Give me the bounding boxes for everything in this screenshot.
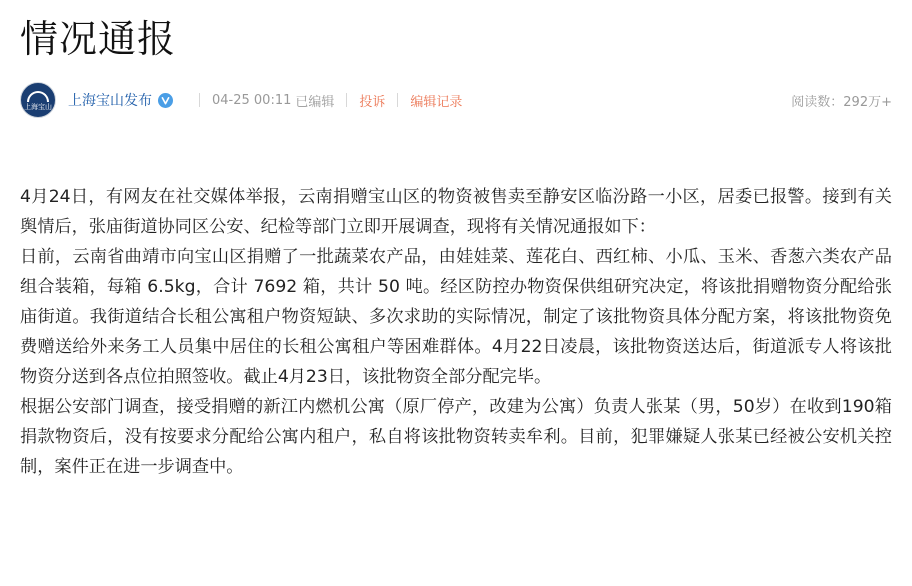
article-body	[20, 182, 892, 482]
verified-icon	[158, 93, 173, 108]
divider	[199, 93, 200, 107]
complaint-link[interactable]: 投诉	[359, 94, 386, 110]
article-title: 情况通报	[20, 17, 177, 61]
avatar-logo-arc	[27, 91, 49, 102]
paragraph-intro: 4月24日，有网友在社交媒体举报，云南捐赠宝山区的物资被售卖至静安区临汾路一小区，居委已报警。接到有关舆情后，张庙街道协同区公安、纪检等部门立即开展调查，现将有关情况通报如下：	[20, 187, 892, 237]
edit-status: 已编辑	[295, 94, 335, 110]
read-count-value: 292万+	[843, 94, 892, 110]
paragraph-donation: 日前，云南省曲靖市向宝山区捐赠了一批蔬菜农产品，由娃娃菜、莲花白、西红柿、小瓜、玉米、香葱六类农产品组合装箱，每箱 6.5kg，合计 7692 箱，共计 50 吨。经区防控办物资保供组研究决定，将该批捐赠物资分配给张庙街道。我街道结合长租公寓租户物资短缺、多次求助的实际情况，制定了该批物资具体分配方案，将该批物资免费赠送给外来务工人员集中居住的长租公寓租户等困难群体。4月22日凌晨，该批物资送达后，街道派专人将该批物资分送到各点位拍照签收。截止4月23日，该批物资全部分配完毕。	[20, 247, 892, 387]
read-count	[791, 91, 892, 110]
divider	[397, 93, 398, 107]
author-name[interactable]: 上海宝山发布	[68, 93, 152, 109]
article-meta	[20, 78, 892, 122]
avatar-logo-text: 上海宝山	[24, 102, 52, 111]
edit-history-link[interactable]: 编辑记录	[410, 94, 463, 110]
publish-date: 04-25 00:11	[212, 92, 292, 108]
author-avatar[interactable]	[20, 82, 56, 118]
divider	[346, 93, 347, 107]
paragraph-investigation: 根据公安部门调查，接受捐赠的新江内燃机公寓（原厂停产，改建为公寓）负责人张某（男，50岁）在收到190箱捐款物资后，没有按要求分配给公寓内租户，私自将该批物资转卖牟利。目前，犯罪嫌疑人张某已经被公安机关控制，案件正在进一步调查中。	[20, 397, 892, 477]
read-count-label: 阅读数：	[791, 94, 844, 110]
